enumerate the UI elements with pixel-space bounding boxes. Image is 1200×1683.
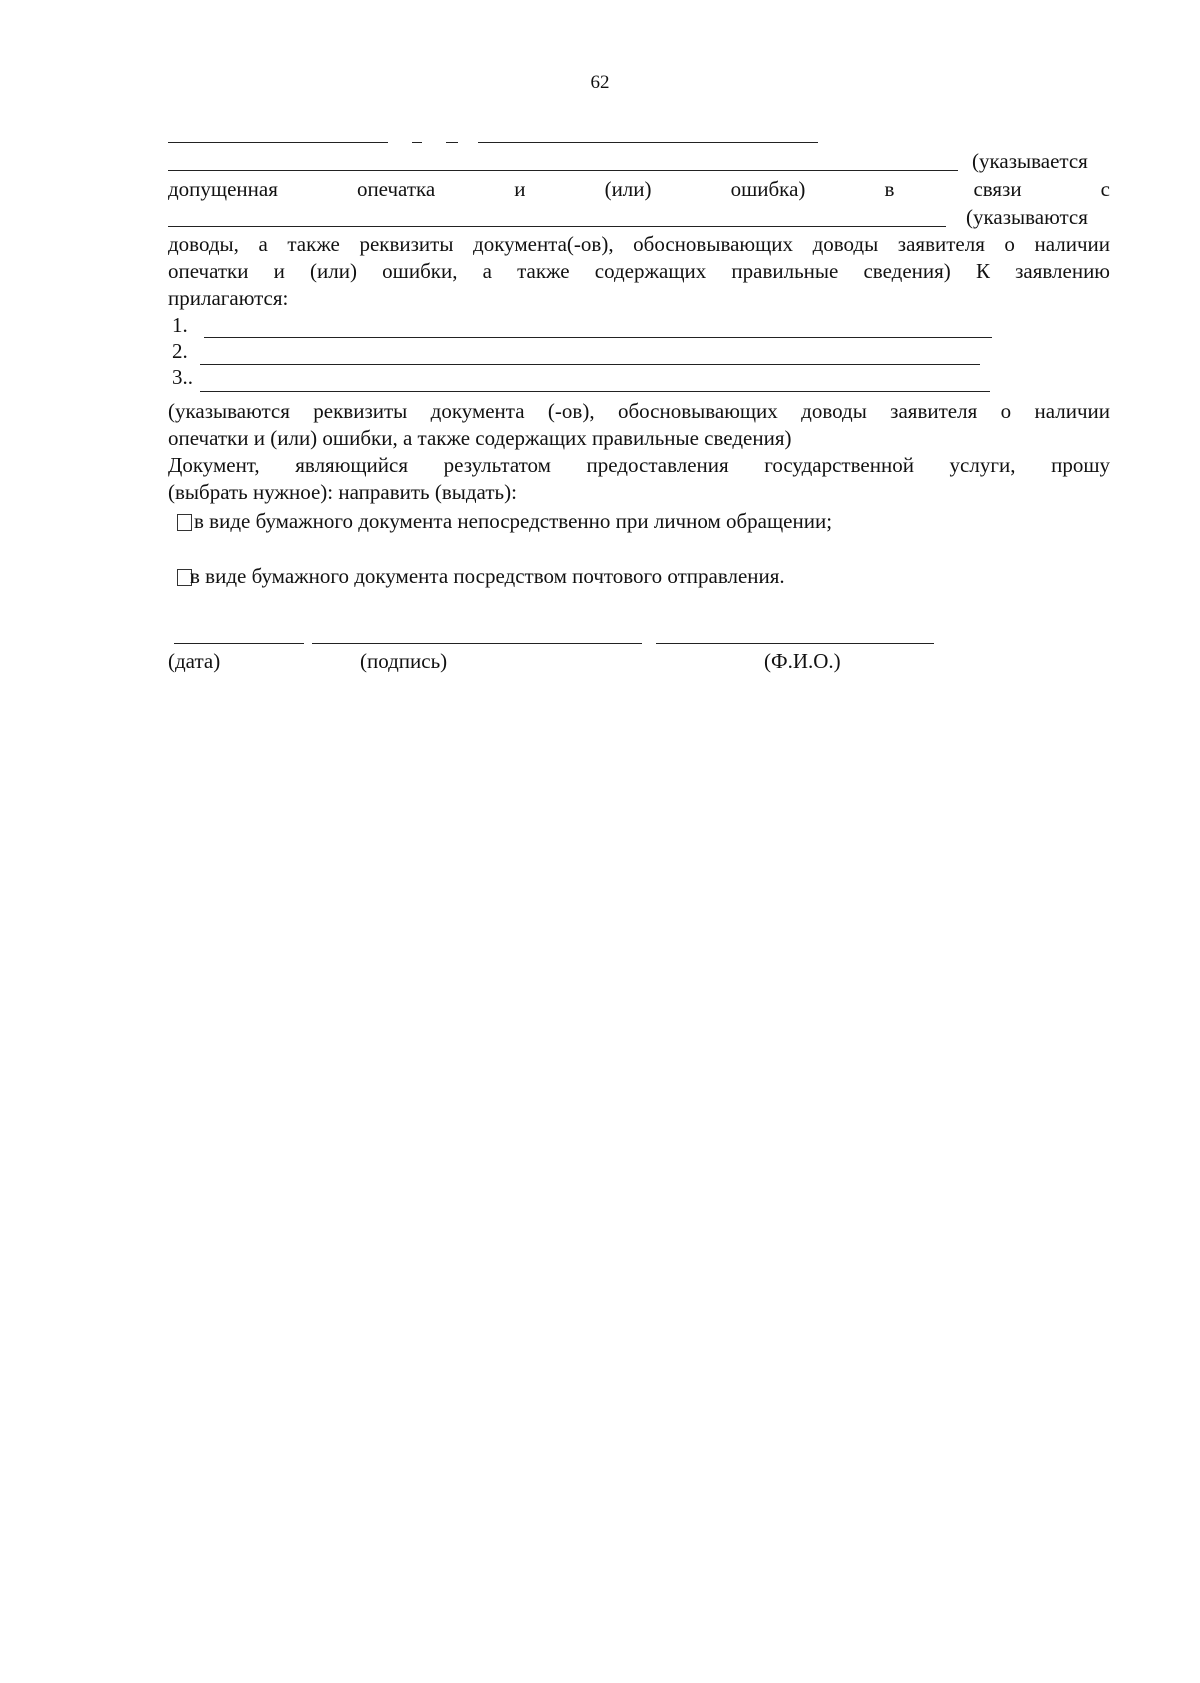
word: допущенная (168, 177, 278, 201)
word: связи (973, 177, 1022, 201)
option-checkbox[interactable] (177, 514, 192, 531)
blank-line (478, 142, 818, 143)
signature-blank-line (312, 643, 642, 644)
signature-label: (подпись) (360, 649, 448, 673)
blank-line (168, 226, 946, 227)
word: и (514, 177, 526, 201)
name-label: (Ф.И.О.) (764, 649, 841, 673)
para1-line1: доводы, а также реквизиты документа(-ов), обосновывающих доводы заявителя о наличии (168, 232, 1110, 256)
blank-line (168, 142, 388, 143)
line3-suffix: (указываются (966, 205, 1088, 229)
para3-line1: Документ, являющийся результатом предоставления государственной услуги, прошу (168, 453, 1110, 477)
date-label: (дата) (168, 649, 221, 673)
word: опечатка (356, 177, 436, 201)
line2 (168, 176, 1110, 203)
attachment-number: 3.. (172, 365, 193, 389)
attachment-number: 1. (172, 313, 188, 337)
para2-line1: (указываются реквизиты документа (-ов), обосновывающих доводы заявителя о наличии (168, 399, 1110, 423)
para1-line3: прилагаются: (168, 286, 289, 310)
word: ошибка) (730, 177, 806, 201)
word: с (1100, 177, 1110, 201)
page-number: 62 (590, 72, 610, 93)
line1-suffix: (указывается (972, 149, 1088, 173)
para3-line2: (выбрать нужное): направить (выдать): (168, 480, 517, 504)
para2-line2: опечатки и (или) ошибки, а также содержащих правильные сведения) (168, 426, 792, 450)
option-label: в виде бумажного документа непосредственно при личном обращении; (194, 509, 833, 533)
attachment-blank-line (204, 337, 992, 338)
attachment-blank-line (200, 391, 990, 392)
attachment-blank-line (200, 364, 980, 365)
word: в (884, 177, 895, 201)
date-blank-line (174, 643, 304, 644)
attachment-number: 2. (172, 339, 188, 363)
blank-line (412, 142, 422, 143)
blank-line (446, 142, 458, 143)
name-blank-line (656, 643, 934, 644)
para1-line2: опечатки и (или) ошибки, а также содержащих правильные сведения) К заявлению (168, 259, 1110, 283)
word: (или) (604, 177, 652, 201)
blank-line (168, 170, 958, 171)
option-label: в виде бумажного документа посредством почтового отправления. (190, 564, 785, 588)
